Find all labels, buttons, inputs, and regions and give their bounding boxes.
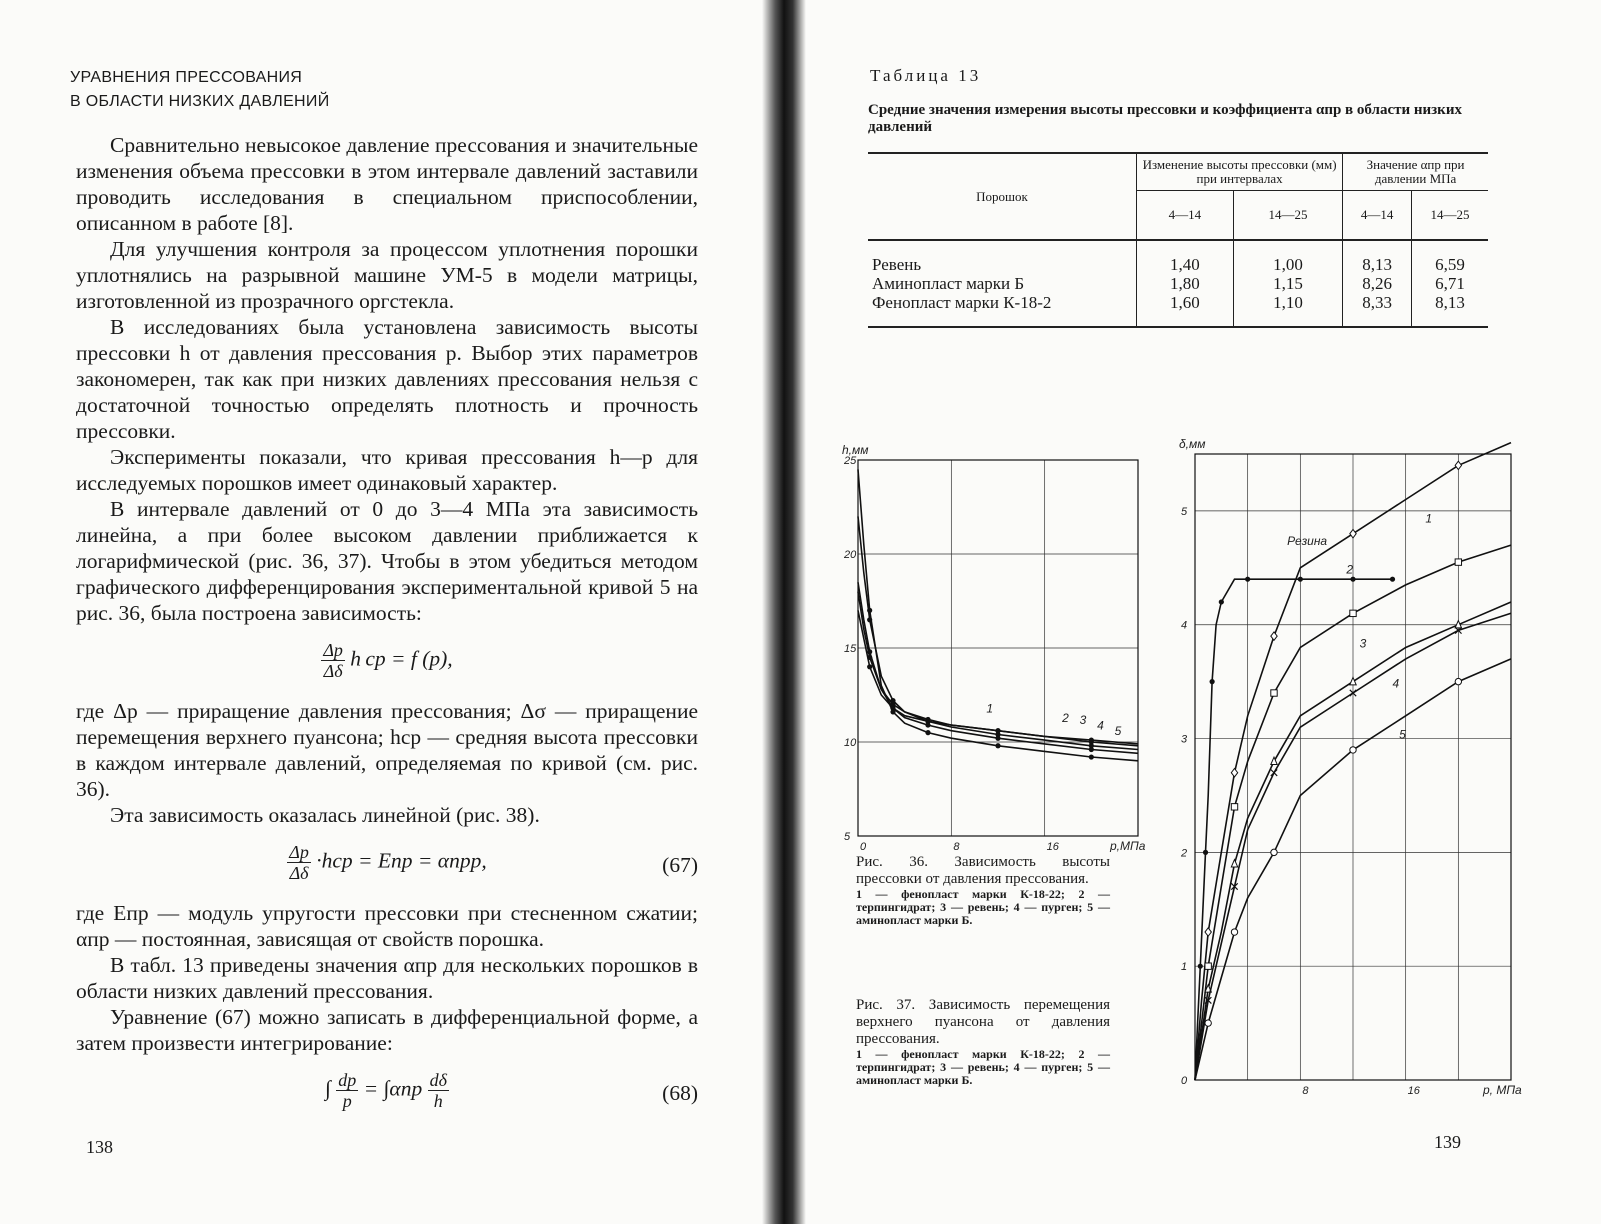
- y-tick-label: 5: [1181, 505, 1188, 518]
- fraction-den: Δδ: [323, 661, 343, 681]
- table-header-row: [868, 153, 1488, 191]
- series-label: 4: [1392, 676, 1400, 691]
- data-point: [1350, 677, 1356, 684]
- col-sub: 14—25: [1412, 191, 1488, 241]
- integral-sign: ∫: [325, 1076, 331, 1101]
- caption-text: Рис. 37. Зависимость перемещения верхнего пуансона от давления прессования.: [856, 997, 1110, 1047]
- x-tick-label: 8: [1302, 1085, 1309, 1097]
- data-point: [867, 664, 872, 669]
- paragraph: Для улучшения контроля за процессом уплотнения порошки уплотнялись на разрывной машине УМ-5 в модели матрицы, изготовленной из прозрачного оргстекла.: [76, 237, 698, 313]
- section-title-line1: УРАВНЕНИЯ ПРЕССОВАНИЯ: [70, 69, 303, 86]
- col-sub: 14—25: [1233, 191, 1342, 241]
- series-label: 3: [1359, 636, 1367, 651]
- right-page: [800, 0, 1601, 1224]
- col-sub: 4—14: [1137, 191, 1234, 241]
- cell-powder: Фенопласт марки К-18-2: [868, 293, 1137, 327]
- data-point: [1231, 929, 1237, 935]
- paragraph: В табл. 13 приведены значения αпр для нескольких порошков в области низких давлений прессования.: [76, 953, 698, 1003]
- data-point: [1350, 610, 1356, 616]
- series-label: 5: [1399, 727, 1406, 742]
- table-caption: Таблица 13: [870, 66, 982, 85]
- fraction-num: Δp: [323, 640, 343, 660]
- y-tick-label: 4: [1181, 619, 1188, 632]
- data-point: [1350, 577, 1355, 582]
- paragraph: Сравнительно невысокое давление прессования и значительные изменения объема прессовки в этом интервале давлений заставили проводить исследования в специальном приспособлении, описанном в работе [8].: [76, 133, 698, 235]
- x-tick-label: 16: [1407, 1085, 1420, 1097]
- cell: 1,10: [1233, 293, 1342, 327]
- cell: 1,80: [1137, 274, 1234, 293]
- cell: 1,60: [1137, 293, 1234, 327]
- series-label: 4: [1097, 718, 1104, 733]
- y-tick-label: 0: [1181, 1075, 1188, 1087]
- data-point: [925, 730, 930, 735]
- x-tick-label: 0: [860, 841, 867, 852]
- fraction: [336, 1070, 358, 1111]
- y-tick-label: 15: [844, 643, 857, 655]
- caption-legend: 1 — фенопласт марки К-18-22; 2 — терпингидрат; 3 — ревень; 4 — пурген; 5 — аминопласт марки Б.: [856, 1047, 1110, 1087]
- y-tick-label: 1: [1181, 961, 1188, 974]
- figure-37-chart: [1155, 432, 1535, 1112]
- data-point: [1219, 599, 1224, 604]
- y-axis-label: h,мм: [842, 443, 869, 457]
- data-point: [1089, 747, 1094, 752]
- series-line-5: [858, 469, 1138, 760]
- data-point: [995, 743, 1000, 748]
- figure-36-caption: [856, 854, 1110, 927]
- x-axis-label: p,МПа: [1110, 839, 1146, 852]
- data-point: [1455, 559, 1461, 565]
- data-point: [1350, 529, 1356, 537]
- table-title: Средние значения измерения высоты прессовки и коэффициента αпр в области низких давлений: [868, 102, 1462, 135]
- data-point: [1271, 769, 1277, 775]
- cell: 1,40: [1137, 240, 1234, 274]
- data-point: [867, 608, 872, 613]
- col-powder: Порошок: [868, 153, 1137, 240]
- data-point: [925, 722, 930, 727]
- data-point: [1455, 461, 1461, 469]
- chart-37-svg: [1155, 432, 1535, 1112]
- page-number: 139: [1434, 1132, 1461, 1152]
- data-point: [1203, 850, 1208, 855]
- cell-powder: Аминопласт марки Б: [872, 274, 1025, 293]
- paragraph: Эта зависимость оказалась линейной (рис. 38).: [110, 803, 540, 827]
- x-tick-label: 16: [1046, 841, 1059, 852]
- data-point: [1198, 964, 1203, 969]
- formula-2: [76, 842, 698, 890]
- fraction-den: h: [433, 1091, 443, 1111]
- x-axis-label: p, МПа: [1483, 1083, 1522, 1097]
- equation-number: (68): [662, 1081, 698, 1105]
- paragraph: В интервале давлений от 0 до 3—4 МПа эта зависимость линейна, а при более высоком давлении приближается к логарифмической (рис. 36, 37). Чтобы в этом убедиться методом графического дифференцирования экспериментальной кривой 5 на рис. 36, была построена зависимость:: [76, 497, 698, 625]
- cell: 6,59: [1412, 240, 1488, 274]
- formula-rest: h ср = f (p),: [350, 646, 453, 671]
- y-tick-label: 25: [844, 455, 857, 467]
- section-title: [70, 66, 330, 114]
- formula-mid: = ∫αпр: [363, 1076, 423, 1101]
- series-label: 1: [1425, 511, 1433, 526]
- table-row: [868, 293, 1488, 327]
- series-line-1: [858, 610, 1138, 744]
- data-point: [1271, 632, 1277, 640]
- left-page: [0, 0, 770, 1224]
- y-tick-label: 2: [1181, 847, 1188, 860]
- figure-36-chart: [830, 436, 1150, 852]
- y-tick-label: 10: [844, 737, 857, 749]
- y-tick-label: 20: [844, 549, 857, 561]
- paragraph: Эксперименты показали, что кривая прессования h—p для исследуемых порошков имеет одинаковый характер.: [76, 445, 698, 495]
- data-point: [1205, 963, 1211, 969]
- section-title-line2: В ОБЛАСТИ НИЗКИХ ДАВЛЕНИЙ: [70, 93, 330, 110]
- formula-1: [76, 640, 698, 688]
- fraction: [287, 842, 311, 883]
- paragraph: Уравнение (67) можно записать в дифференциальной форме, а затем произвести интегрирование:: [76, 1005, 698, 1055]
- figure-37-caption: [856, 997, 1110, 1087]
- fraction-den: p: [342, 1091, 352, 1111]
- cell: 8,13: [1343, 240, 1412, 274]
- formula-3: [76, 1070, 698, 1118]
- chart-36-svg: [830, 436, 1150, 852]
- series-label: 3: [1079, 712, 1087, 727]
- data-point: [1205, 928, 1211, 936]
- fraction-num: dδ: [429, 1070, 447, 1090]
- paragraph: В исследованиях была установлена зависимость высоты прессовки h от давления прессования p. Выбор этих параметров закономерен, так как при низких давлениях прессования нельзя с достаточной точностью определять плотность и прочность прессовки.: [76, 315, 698, 443]
- cell: 6,71: [1412, 274, 1488, 293]
- data-point: [995, 736, 1000, 741]
- data-point: [1271, 849, 1277, 855]
- series-line-2: [858, 592, 1138, 746]
- fraction: [321, 640, 345, 681]
- data-point: [1455, 678, 1461, 684]
- col-group-height: Изменение высоты прессовки (мм) при интервалах: [1137, 153, 1343, 191]
- x-tick-label: 8: [953, 841, 960, 852]
- page-number: 138: [86, 1137, 113, 1157]
- data-point: [890, 698, 895, 703]
- series-label: Резина: [1287, 534, 1328, 549]
- col-group-alpha: Значение αпр при давлении МПа: [1343, 153, 1488, 191]
- cell-powder: Ревень: [872, 255, 922, 274]
- data-point: [1245, 577, 1250, 582]
- data-point: [1298, 577, 1303, 582]
- cell: 1,00: [1233, 240, 1342, 274]
- paragraph: где Δp — приращение давления прессования; Δσ — приращение перемещения верхнего пуансона; hср — средняя высота прессовки в каждом интервале давлений, определяемая по кривой (см. рис. 36).: [76, 699, 698, 801]
- data-point: [1205, 1020, 1211, 1026]
- body-text: [76, 132, 698, 1128]
- y-tick-label: 5: [844, 831, 851, 843]
- caption-legend: 1 — фенопласт марки К-18-22; 2 — терпингидрат; 3 — ревень; 4 — пурген; 5 — аминопласт марки Б.: [856, 887, 1110, 927]
- equation-number: (67): [662, 853, 698, 877]
- data-point: [1390, 577, 1395, 582]
- series-label: 1: [986, 701, 994, 716]
- formula-rest: ·hср = Eпр = αпрp,: [316, 848, 487, 873]
- fraction-num: dp: [338, 1070, 357, 1090]
- fraction: [428, 1070, 449, 1111]
- series-label: 2: [1346, 562, 1354, 577]
- data-point: [1231, 804, 1237, 810]
- caption-text: Рис. 36. Зависимость высоты прессовки от давления прессования.: [856, 854, 1110, 887]
- col-sub: 4—14: [1343, 191, 1412, 241]
- fraction-den: Δδ: [289, 863, 309, 883]
- data-table: [868, 152, 1488, 328]
- cell: 8,33: [1343, 293, 1412, 327]
- table-row: [868, 240, 1488, 274]
- table-row: [868, 274, 1488, 293]
- data-point: [1210, 679, 1215, 684]
- data-point: [1089, 754, 1094, 759]
- data-point: [867, 649, 872, 654]
- series-label: 5: [1114, 723, 1122, 738]
- data-point: [1271, 690, 1277, 696]
- series-label: 2: [1062, 711, 1069, 725]
- paragraph: где Eпр — модуль упругости прессовки при стесненном сжатии; αпр — постоянная, зависящая от свойств порошка.: [76, 901, 698, 951]
- y-axis-label: δ,мм: [1179, 437, 1206, 451]
- cell: 8,26: [1343, 274, 1412, 293]
- data-point: [890, 709, 895, 714]
- data-point: [1350, 747, 1356, 753]
- cell: 1,15: [1233, 274, 1342, 293]
- series-line-4: [858, 582, 1138, 753]
- fraction-num: Δp: [289, 842, 309, 862]
- data-point: [1231, 768, 1237, 776]
- cell: 8,13: [1412, 293, 1488, 327]
- data-point: [1231, 860, 1237, 867]
- y-tick-label: 3: [1181, 733, 1188, 746]
